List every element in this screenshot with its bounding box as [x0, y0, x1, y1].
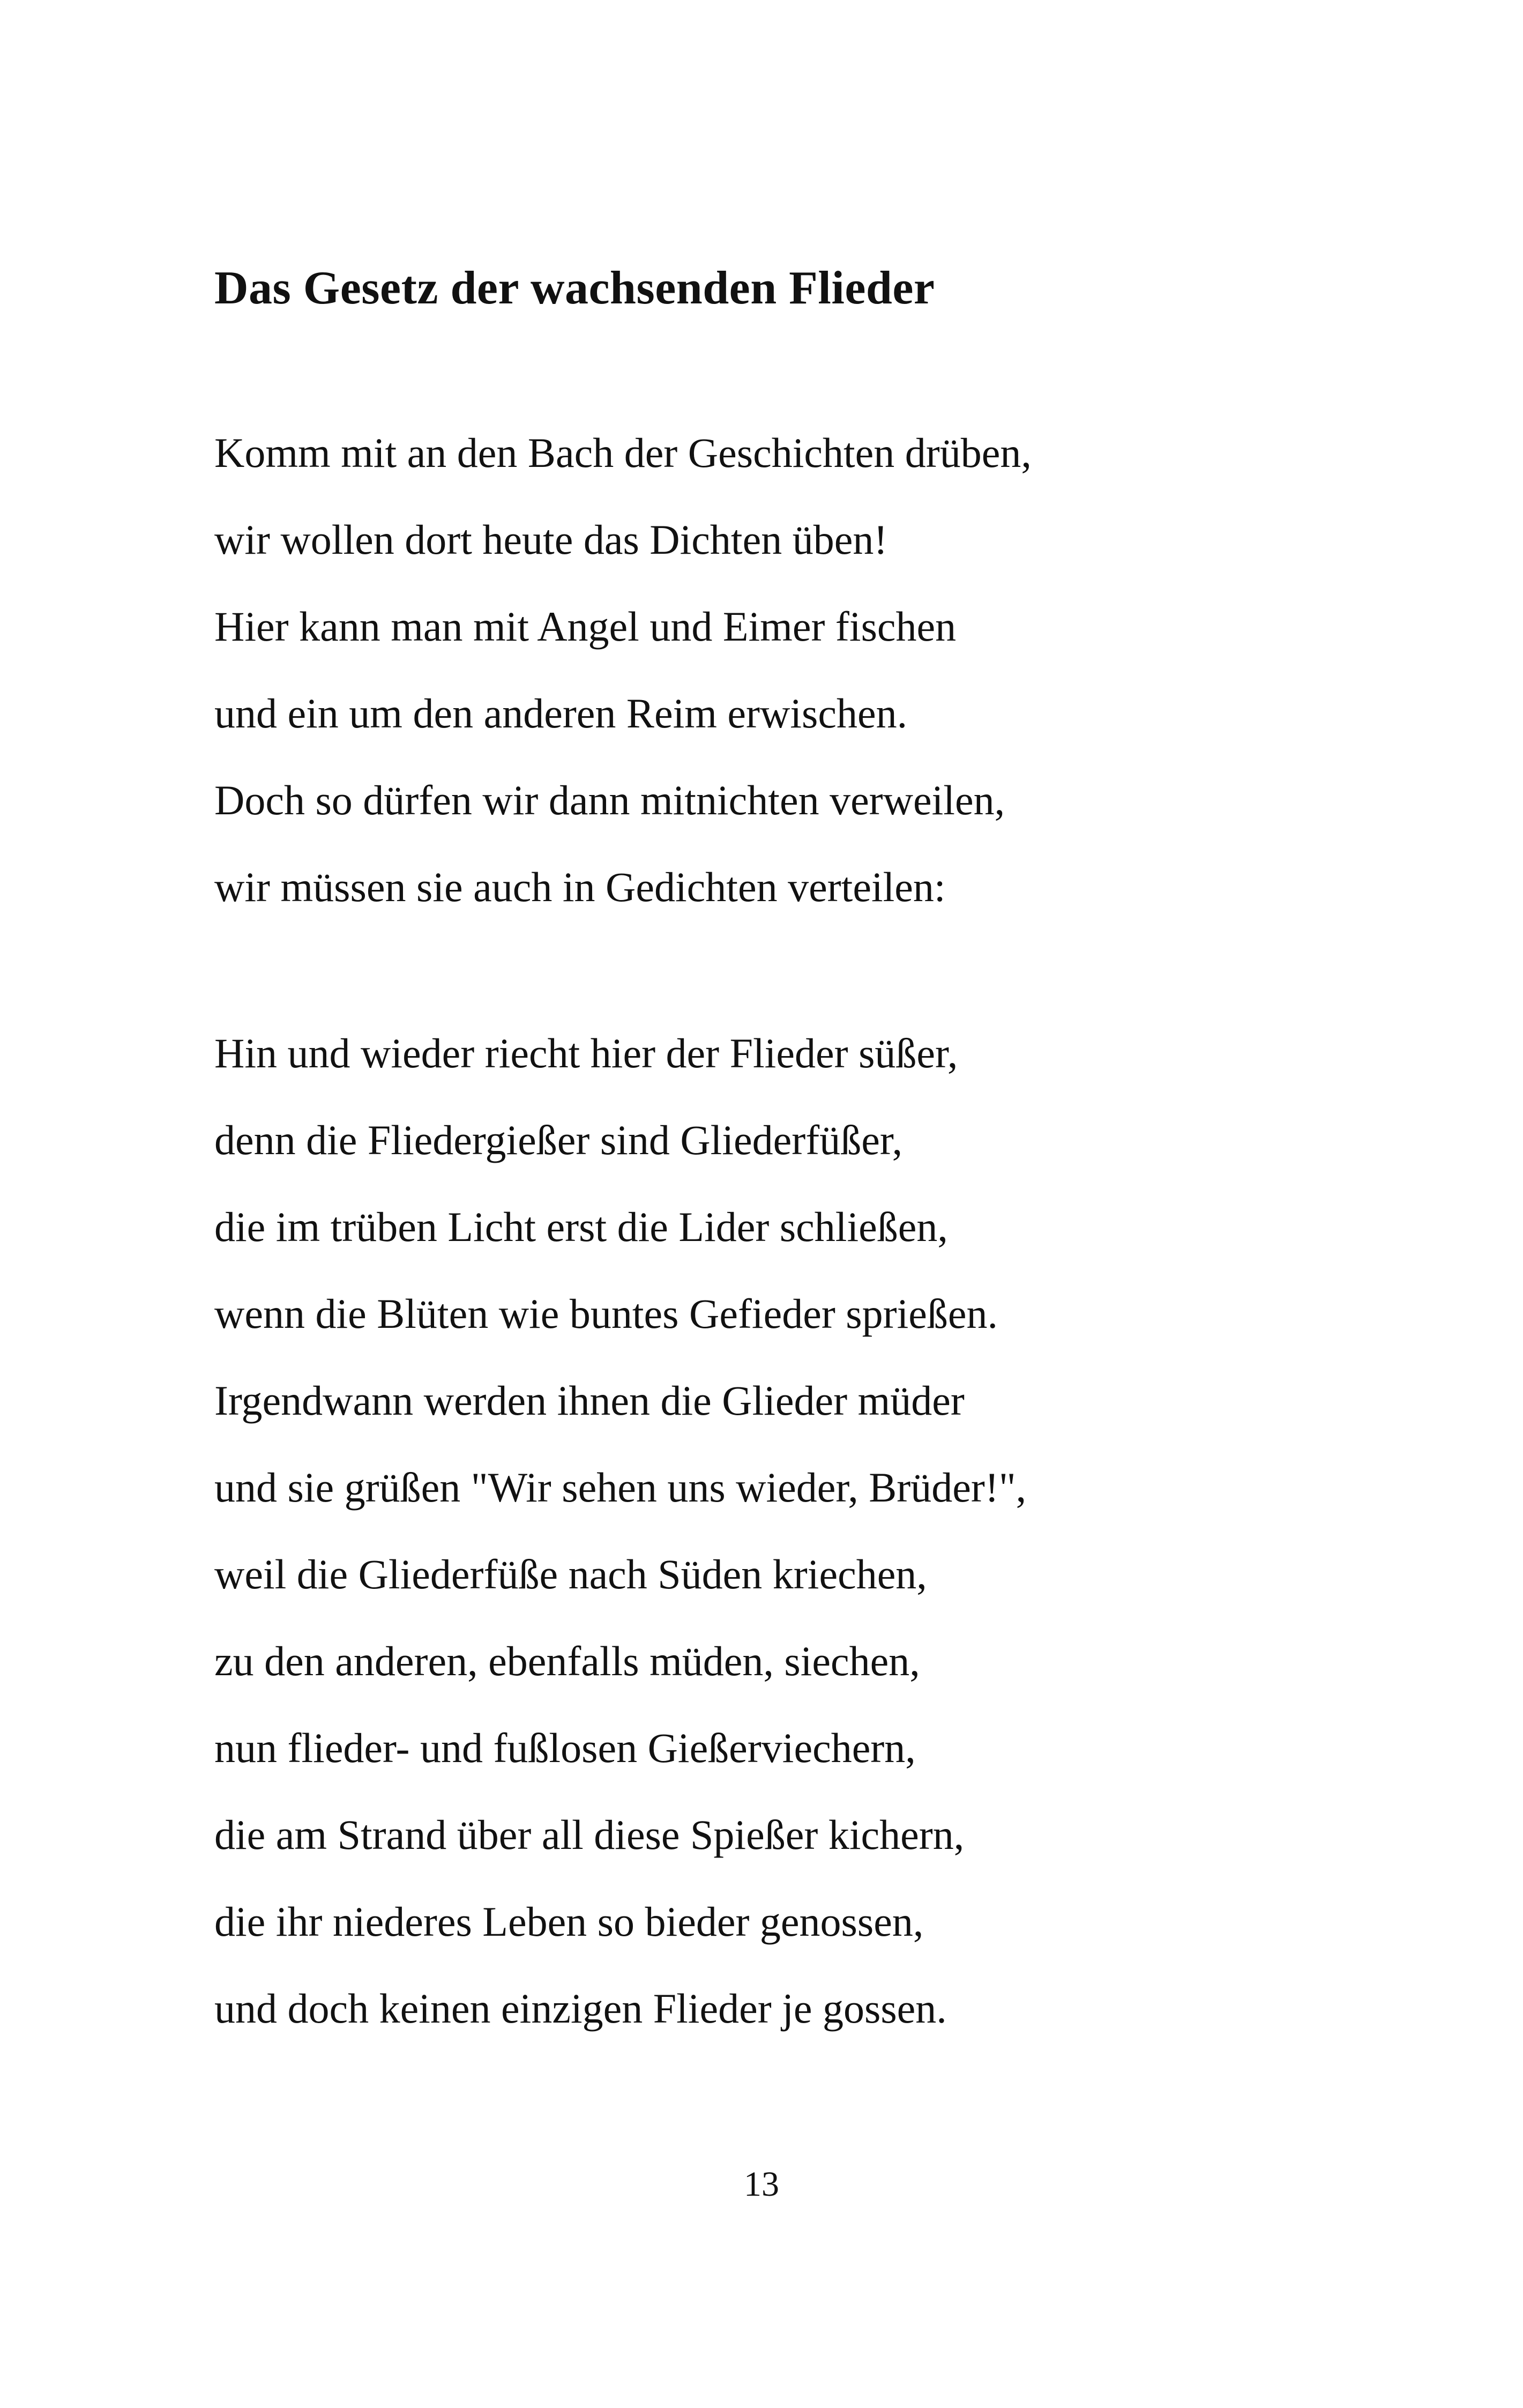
stanza-2 — [214, 1024, 1026, 2066]
poem-line: Komm mit an den Bach der Geschichten drüben, — [214, 429, 1032, 476]
poem-line: zu den anderen, ebenfalls müden, siechen, — [214, 1638, 920, 1684]
poem-line: Doch so dürfen wir dann mitnichten verweilen, — [214, 777, 1005, 823]
poem-line: und sie grüßen "Wir sehen uns wieder, Brüder!", — [214, 1464, 1027, 1511]
poem-line: Irgendwann werden ihnen die Glieder müder — [214, 1377, 965, 1424]
poem-line: die im trüben Licht erst die Lider schließen, — [214, 1203, 948, 1250]
stanza-1 — [214, 423, 1032, 945]
poem-line: wenn die Blüten wie buntes Gefieder sprießen. — [214, 1290, 998, 1337]
poem-line: denn die Fliedergießer sind Gliederfüßer, — [214, 1117, 903, 1163]
poem-line: nun flieder- und fußlosen Gießerviechern, — [214, 1725, 916, 1771]
poem-line: weil die Gliederfüße nach Süden kriechen, — [214, 1551, 927, 1597]
poem-line: die ihr niederes Leben so bieder genossen, — [214, 1898, 924, 1945]
poem-title: Das Gesetz der wachsenden Flieder — [214, 262, 935, 314]
page-number: 13 — [744, 2165, 779, 2204]
poem-line: und doch keinen einzigen Flieder je gossen. — [214, 1985, 947, 2032]
poem-line: wir wollen dort heute das Dichten üben! — [214, 516, 888, 563]
poem-line: wir müssen sie auch in Gedichten verteilen: — [214, 864, 946, 910]
poem-line: und ein um den anderen Reim erwischen. — [214, 690, 908, 737]
poem-line: Hier kann man mit Angel und Eimer fischen — [214, 603, 957, 650]
poem-line: Hin und wieder riecht hier der Flieder süßer, — [214, 1030, 958, 1076]
poem-line: die am Strand über all diese Spießer kichern, — [214, 1811, 965, 1858]
